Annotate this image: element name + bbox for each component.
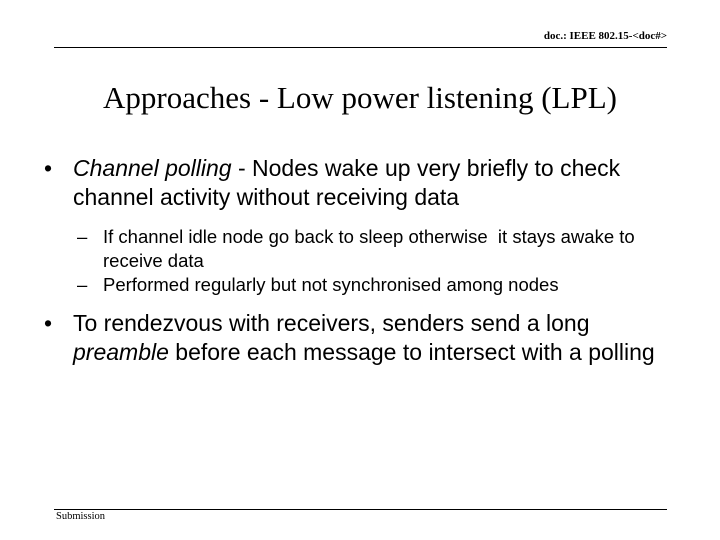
footer-submission: Submission: [56, 511, 106, 522]
rendezvous-text-after: before each message to intersect with a polling: [168, 339, 655, 365]
channel-polling-term: Channel polling: [73, 155, 232, 181]
bullet-marker: •: [44, 155, 53, 181]
sub-bullet-regular: [0, 273, 693, 297]
header-divider: [54, 47, 667, 48]
channel-polling-text: - Nodes wake up very briefly to check channel activity without receiving data: [73, 155, 621, 210]
bullet-marker: •: [44, 310, 53, 336]
slide-title: Approaches - Low power listening (LPL): [103, 80, 617, 115]
sub-bullet-idle: [0, 225, 693, 273]
bullet-rendezvous: [0, 309, 673, 367]
preamble-term: preamble: [73, 339, 169, 365]
sub-bullet-marker: –: [77, 226, 88, 247]
sub-bullet-regular-text: Performed regularly but not synchronised among nodes: [103, 274, 559, 295]
slide-content: [0, 154, 720, 367]
sub-bullet-marker: –: [77, 274, 88, 295]
document-id: doc.: IEEE 802.15-<doc#>: [543, 30, 667, 42]
bullet-channel-polling: [0, 154, 673, 212]
sub-bullet-idle-text: If channel idle node go back to sleep otherwise it stays awake to receive data: [103, 226, 640, 271]
footer-divider: [54, 509, 667, 510]
rendezvous-text-before: To rendezvous with receivers, senders send a long: [73, 310, 590, 336]
